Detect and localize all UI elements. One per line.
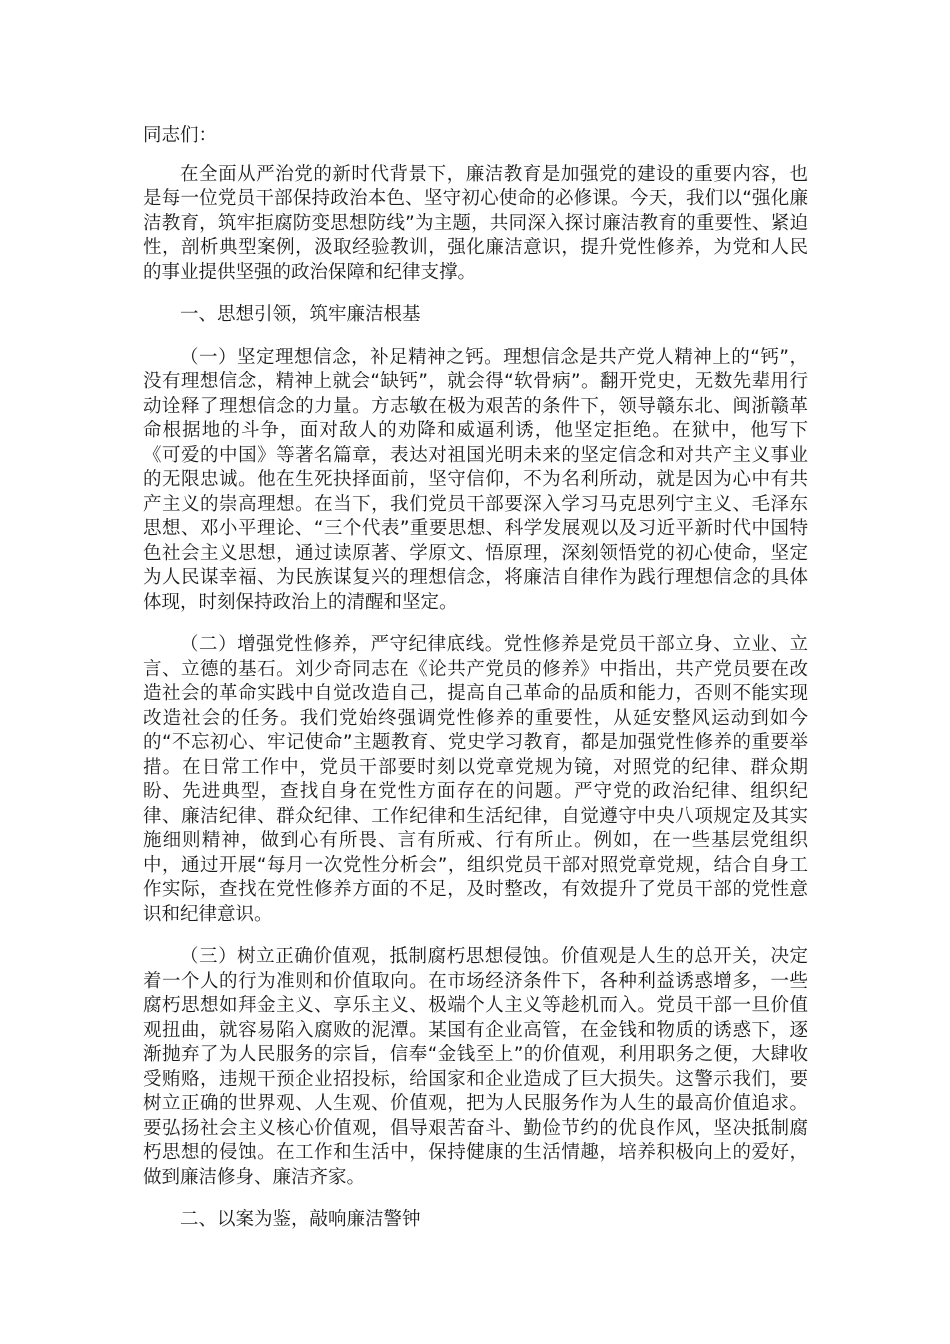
paragraph-3: （三）树立正确价值观，抵制腐朽思想侵蚀。价值观是人生的总开关，决定着一个人的行为准则和价值取向。在市场经济条件下，各种利益诱惑增多，一些腐朽思想如拜金主义、享乐主义、极端个人主义等趁机而入。党员干部一旦价值观扭曲，就容易陷入腐败的泥潭。某国有企业高管，在金钱和物质的诱惑下，逐渐抛弃了为人民服务的宗旨，信奉“金钱至上”的价值观，利用职务之便，大肆收受贿赂，违规干预企业招投标，给国家和企业造成了巨大损失。这警示我们，要树立正确的世界观、人生观、价值观，把为人民服务作为人生的最高价值追求。要弘扬社会主义核心价值观，倡导艰苦奋斗、勤俭节约的优良作风，坚决抵制腐朽思想的侵蚀。在工作和生活中，保持健康的生活情趣，培养积极向上的爱好，做到廉洁修身、廉洁齐家。 — [143, 946, 808, 1188]
document-page — [143, 124, 808, 1251]
section-heading-1: 一、思想引领，筑牢廉洁根基 — [180, 304, 421, 325]
greeting: 同志们： — [143, 125, 218, 146]
paragraph-1: （一）坚定理想信念，补足精神之钙。理想信念是共产党人精神上的“钙”，没有理想信念，精神上就会“缺钙”，就会得“软骨病”。翻开党史，无数先辈用行动诠释了理想信念的力量。方志敏在极为艰苦的条件下，领导赣东北、闽浙赣革命根据地的斗争，面对敌人的劝降和威逼利诱，他坚定拒绝。在狱中，他写下《可爱的中国》等著名篇章，表达对祖国光明未来的坚定信念和对共产主义事业的无限忠诚。他在生死抉择面前，坚守信仰，不为名利所动，就是因为心中有共产主义的崇高理想。在当下，我们党员干部要深入学习马克思列宁主义、毛泽东思想、邓小平理论、“三个代表”重要思想、科学发展观以及习近平新时代中国特色社会主义思想，通过读原著、学原文、悟原理，深刻领悟党的初心使命，坚定为人民谋幸福、为民族谋复兴的理想信念，将廉洁自律作为践行理想信念的具体体现，时刻保持政治上的清醒和坚定。 — [143, 346, 808, 613]
section-heading-2: 二、以案为鉴，敲响廉洁警钟 — [180, 1209, 421, 1230]
intro-paragraph: 在全面从严治党的新时代背景下，廉洁教育是加强党的建设的重要内容，也是每一位党员干部保持政治本色、坚守初心使命的必修课。今天，我们以“强化廉洁教育，筑牢拒腐防变思想防线”为主题，共同深入探讨廉洁教育的重要性、紧迫性，剖析典型案例，汲取经验教训，强化廉洁意识，提升党性修养，为党和人民的事业提供坚强的政治保障和纪律支撑。 — [143, 163, 808, 283]
paragraph-2: （二）增强党性修养，严守纪律底线。党性修养是党员干部立身、立业、立言、立德的基石。刘少奇同志在《论共产党员的修养》中指出，共产党员要在改造社会的革命实践中自觉改造自己，提高自己革命的品质和能力，否则不能实现改造社会的任务。我们党始终强调党性修养的重要性，从延安整风运动到如今的“不忘初心、牢记使命”主题教育、党史学习教育，都是加强党性修养的重要举措。在日常工作中，党员干部要时刻以党章党规为镜，对照党的纪律、群众期盼、先进典型，查找自身在党性方面存在的问题。严守党的政治纪律、组织纪律、廉洁纪律、群众纪律、工作纪律和生活纪律，自觉遵守中央八项规定及其实施细则精神，做到心有所畏、言有所戒、行有所止。例如，在一些基层党组织中，通过开展“每月一次党性分析会”，组织党员干部对照党章党规，结合自身工作实际，查找在党性修养方面的不足，及时整改，有效提升了党员干部的党性意识和纪律意识。 — [143, 634, 808, 925]
